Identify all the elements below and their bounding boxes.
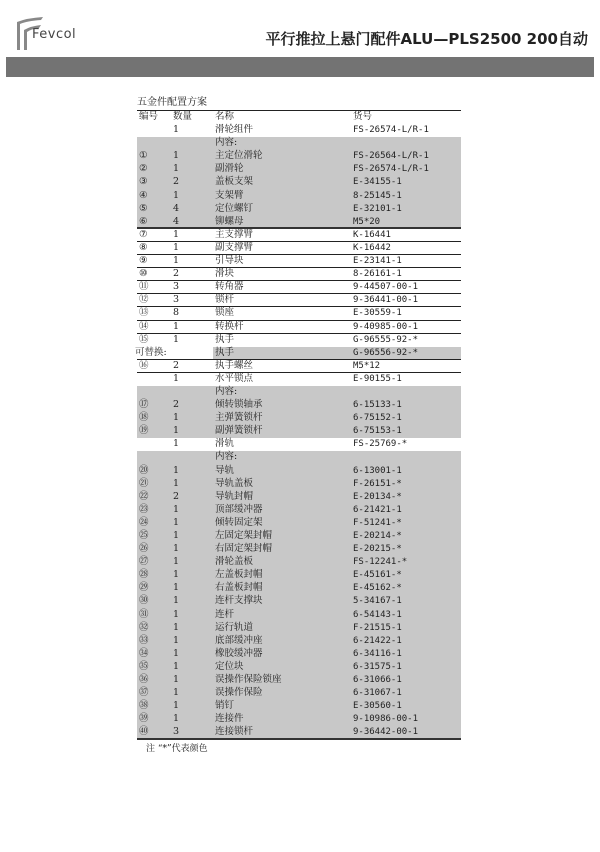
table-row	[137, 609, 461, 622]
item-number: ㉙	[139, 582, 149, 594]
document-title: 平行推拉上悬门配件ALU—PLS2500 200自动	[265, 30, 588, 48]
item-code: G-96555-92-*	[353, 334, 419, 345]
table-row	[137, 203, 461, 216]
item-quantity: 3	[173, 294, 180, 306]
item-code: 6-21422-1	[353, 635, 402, 646]
item-code: 5-34167-1	[353, 596, 402, 607]
item-name: 顶部缓冲器	[215, 503, 263, 515]
item-quantity: 8	[173, 307, 180, 319]
table-row	[137, 399, 461, 412]
column-header-quantity: 数量	[173, 111, 193, 122]
table-row	[137, 334, 461, 347]
item-name: 铆螺母	[215, 215, 244, 227]
logo-text: Fevcol	[32, 27, 77, 42]
item-quantity: 1	[173, 713, 180, 725]
item-code: E-20215-*	[353, 544, 402, 555]
table-row	[137, 242, 461, 255]
item-quantity: 1	[173, 503, 180, 515]
item-quantity: 1	[173, 556, 180, 568]
table-row	[137, 543, 461, 556]
item-name: 主定位滑轮	[215, 150, 263, 162]
item-quantity: 1	[173, 228, 180, 240]
item-quantity: 1	[173, 516, 180, 528]
table-row	[137, 674, 461, 687]
item-quantity: 1	[173, 150, 180, 162]
item-code: FS-26574-L/R-1	[353, 125, 429, 136]
table-row	[137, 700, 461, 713]
table-row	[137, 124, 461, 137]
item-name: 内容:	[215, 451, 238, 463]
item-code: E-90155-1	[353, 373, 402, 384]
item-number: ㉕	[139, 530, 149, 541]
item-name: 定位螺钉	[215, 202, 254, 214]
item-code: FS-12241-*	[353, 557, 408, 568]
item-name: 误操作保险锁座	[215, 674, 282, 686]
item-name: 连杆支撑块	[215, 595, 263, 607]
table-row	[137, 190, 461, 203]
hardware-table	[137, 110, 461, 740]
item-number: ⑥	[139, 215, 148, 227]
item-quantity: 1	[173, 163, 180, 175]
item-quantity: 1	[173, 372, 180, 384]
item-quantity: 1	[173, 582, 180, 594]
item-name: 执手螺丝	[215, 359, 254, 371]
table-row	[137, 556, 461, 569]
item-quantity: 2	[173, 359, 180, 371]
item-number: ⑱	[139, 412, 149, 424]
item-number: ⑰	[139, 399, 149, 411]
item-name: 转换杆	[215, 320, 244, 332]
item-number: ㊱	[139, 674, 149, 686]
item-code: 9-44507-00-1	[353, 282, 419, 293]
item-number: ⑲	[139, 425, 149, 437]
item-code: M5*20	[353, 216, 381, 227]
item-code: 6-75152-1	[353, 413, 402, 424]
item-code: 6-15133-1	[353, 400, 402, 411]
item-quantity: 3	[173, 281, 180, 293]
item-code: 6-31575-1	[353, 661, 402, 672]
item-quantity: 2	[173, 399, 180, 411]
item-quantity: 1	[173, 477, 180, 489]
item-name: 橡胶缓冲器	[215, 647, 263, 659]
item-code: E-34155-1	[353, 177, 402, 188]
item-quantity: 1	[173, 412, 180, 424]
table-row	[137, 622, 461, 635]
table-row	[137, 582, 461, 595]
item-quantity: 可替换:	[135, 346, 167, 358]
item-name: 锁杆	[215, 294, 235, 306]
table-row	[137, 530, 461, 543]
item-code: 9-10986-00-1	[353, 714, 419, 725]
item-quantity: 1	[173, 543, 180, 555]
item-number: ㊵	[139, 726, 149, 738]
item-name: 倾转锁轴承	[215, 399, 263, 411]
item-quantity: 1	[173, 569, 180, 581]
item-code: 9-36442-00-1	[353, 727, 419, 738]
table-row	[137, 307, 461, 320]
table-row	[137, 438, 461, 451]
item-quantity: 1	[173, 333, 180, 345]
item-code: FS-25769-*	[353, 439, 408, 450]
item-name: 误操作保险	[215, 687, 263, 699]
item-number: ④	[139, 189, 148, 201]
table-row	[137, 386, 461, 399]
table-row	[137, 412, 461, 425]
item-name: 导轨盖板	[215, 477, 254, 489]
item-quantity: 2	[173, 490, 180, 502]
table-row	[137, 648, 461, 661]
item-number: ㊴	[139, 713, 149, 725]
item-name: 销钉	[215, 700, 235, 712]
item-quantity: 1	[173, 660, 180, 672]
item-name: 执手	[215, 333, 235, 345]
item-name: 连杆	[215, 608, 235, 620]
item-number: ⑭	[139, 320, 149, 332]
item-number: ㉒	[139, 490, 149, 502]
item-name: 右盖板封帽	[215, 582, 263, 594]
item-number: ⑦	[139, 228, 148, 240]
item-name: 转角器	[215, 281, 244, 293]
item-quantity: 1	[173, 464, 180, 476]
item-quantity: 1	[173, 687, 180, 699]
item-name: 连接锁杆	[215, 726, 254, 738]
item-code: 8-25145-1	[353, 190, 402, 201]
table-row	[137, 137, 461, 150]
item-code: M5*12	[353, 360, 381, 371]
item-name: 滑轨	[215, 438, 235, 450]
item-code: F-21515-1	[353, 622, 402, 633]
item-quantity: 1	[173, 320, 180, 332]
table-row	[137, 321, 461, 334]
item-number: ㉑	[139, 477, 149, 489]
item-quantity: 1	[173, 608, 180, 620]
item-number: ⑪	[139, 281, 149, 293]
table-row	[137, 373, 461, 386]
item-code: 9-36441-00-1	[353, 295, 419, 306]
table-row	[137, 255, 461, 268]
column-header-code: 货号	[353, 111, 373, 122]
item-code: E-20214-*	[353, 531, 402, 541]
item-number: ⑳	[139, 464, 149, 476]
table-row	[137, 176, 461, 189]
item-number: ㉗	[139, 556, 149, 568]
item-code: E-23141-1	[353, 256, 402, 267]
item-name: 水平锁点	[215, 372, 254, 384]
item-name: 主弹簧锁杆	[215, 412, 263, 424]
item-name: 左固定架封帽	[215, 530, 273, 541]
item-code: 6-34116-1	[353, 648, 402, 659]
footnote: 注 “*”代表颜色	[146, 743, 208, 754]
table-row	[137, 360, 461, 373]
table-row	[137, 465, 461, 478]
item-quantity: 1	[173, 241, 180, 253]
table-row	[137, 478, 461, 491]
item-code: F-51241-*	[353, 517, 402, 528]
item-name: 支架臂	[215, 189, 244, 201]
item-code: FS-26564-L/R-1	[353, 151, 429, 162]
item-quantity: 1	[173, 595, 180, 607]
table-row	[137, 504, 461, 517]
item-code: E-45162-*	[353, 583, 402, 594]
item-number: ㉜	[139, 621, 149, 633]
item-number: ⑨	[139, 255, 148, 267]
item-name: 副弹簧锁杆	[215, 425, 263, 437]
item-number: ⑩	[139, 268, 148, 280]
table-row	[137, 713, 461, 726]
table-row	[137, 425, 461, 438]
item-number: ⑮	[139, 333, 149, 345]
item-number: ③	[139, 176, 148, 188]
item-code: F-26151-*	[353, 478, 402, 489]
item-name: 倾转固定架	[215, 516, 263, 528]
item-quantity: 1	[173, 634, 180, 646]
item-name: 导轨封帽	[215, 490, 254, 502]
item-name: 副滑轮	[215, 163, 244, 175]
item-quantity: 1	[173, 255, 180, 267]
item-code: 6-31067-1	[353, 688, 402, 699]
item-name: 运行轨道	[215, 621, 254, 633]
item-code: FS-26574-L/R-1	[353, 164, 429, 175]
table-row	[137, 229, 461, 242]
item-name: 盖板支架	[215, 176, 254, 188]
item-number: ⑧	[139, 241, 148, 253]
item-quantity: 1	[173, 425, 180, 437]
item-number: ㉘	[139, 569, 149, 581]
item-quantity: 1	[173, 124, 180, 136]
item-code: 6-31066-1	[353, 675, 402, 686]
item-number: ㊳	[139, 700, 149, 712]
item-quantity: 3	[173, 726, 180, 738]
table-row	[137, 661, 461, 674]
sheet-title: 五金件配置方案	[137, 97, 207, 108]
item-number: ㉓	[139, 503, 149, 515]
table-row	[137, 687, 461, 700]
item-number: ⑫	[139, 294, 149, 306]
column-header-number: 编号	[139, 111, 159, 122]
item-name: 执手	[215, 346, 235, 358]
table-row	[137, 491, 461, 504]
item-number: ⑬	[139, 307, 149, 319]
table-row	[137, 216, 461, 229]
item-name: 滑块	[215, 268, 235, 280]
item-code: K-16442	[353, 242, 391, 253]
item-code: 8-26161-1	[353, 269, 402, 280]
table-header	[137, 111, 461, 124]
table-row	[137, 281, 461, 294]
item-quantity: 4	[173, 202, 180, 214]
item-number: ⑯	[139, 359, 149, 371]
item-number: ㉖	[139, 543, 149, 555]
item-quantity: 4	[173, 215, 180, 227]
table-row	[137, 294, 461, 307]
item-number: ㉔	[139, 516, 149, 528]
table-row	[137, 569, 461, 582]
item-name: 左盖板封帽	[215, 569, 263, 581]
item-number: ㉛	[139, 608, 149, 620]
item-quantity: 1	[173, 647, 180, 659]
item-quantity: 1	[173, 674, 180, 686]
item-name: 内容:	[215, 137, 238, 149]
item-name: 内容:	[215, 385, 238, 397]
item-name: 滑轮组件	[215, 124, 254, 136]
item-name: 滑轮盖板	[215, 556, 254, 568]
table-row	[137, 347, 461, 360]
item-quantity: 1	[173, 530, 180, 541]
item-code: 9-40985-00-1	[353, 321, 419, 332]
item-name: 底部缓冲座	[215, 634, 263, 646]
item-quantity: 2	[173, 268, 180, 280]
item-code: E-30559-1	[353, 308, 402, 319]
table-row	[137, 726, 461, 739]
item-code: 6-75153-1	[353, 426, 402, 437]
item-code: E-32101-1	[353, 203, 402, 214]
table-row	[137, 163, 461, 176]
item-name: 锁座	[215, 307, 235, 319]
item-number: ㉟	[139, 660, 149, 672]
table-row	[137, 635, 461, 648]
item-quantity: 1	[173, 621, 180, 633]
item-quantity: 2	[173, 176, 180, 188]
item-number: ㉝	[139, 634, 149, 646]
item-name: 主支撑臂	[215, 228, 254, 240]
item-code: E-20134-*	[353, 491, 402, 502]
item-code: E-30560-1	[353, 701, 402, 712]
item-code: 6-13001-1	[353, 465, 402, 476]
item-name: 副支撑臂	[215, 241, 254, 253]
item-quantity: 1	[173, 189, 180, 201]
item-quantity: 1	[173, 438, 180, 450]
item-code: 6-54143-1	[353, 609, 402, 620]
item-number: ②	[139, 163, 148, 175]
table-row	[137, 517, 461, 530]
item-number: ⑤	[139, 202, 148, 214]
item-number: ㉞	[139, 647, 149, 659]
table-row	[137, 451, 461, 464]
item-number: ㊲	[139, 687, 149, 699]
item-number: ㉚	[139, 595, 149, 607]
item-name: 定位块	[215, 660, 244, 672]
table-row	[137, 595, 461, 608]
item-code: G-96556-92-*	[353, 347, 419, 358]
item-code: 6-21421-1	[353, 504, 402, 515]
item-quantity: 1	[173, 700, 180, 712]
item-code: K-16441	[353, 229, 391, 240]
table-row	[137, 268, 461, 281]
table-row	[137, 150, 461, 163]
item-name: 引导块	[215, 255, 244, 267]
item-name: 右固定架封帽	[215, 543, 273, 555]
item-number: ①	[139, 150, 148, 162]
item-name: 连接件	[215, 713, 244, 725]
column-header-name: 名称	[215, 111, 235, 122]
item-name: 导轨	[215, 464, 235, 476]
item-code: E-45161-*	[353, 570, 402, 581]
content	[137, 110, 461, 755]
header-band	[6, 57, 594, 77]
